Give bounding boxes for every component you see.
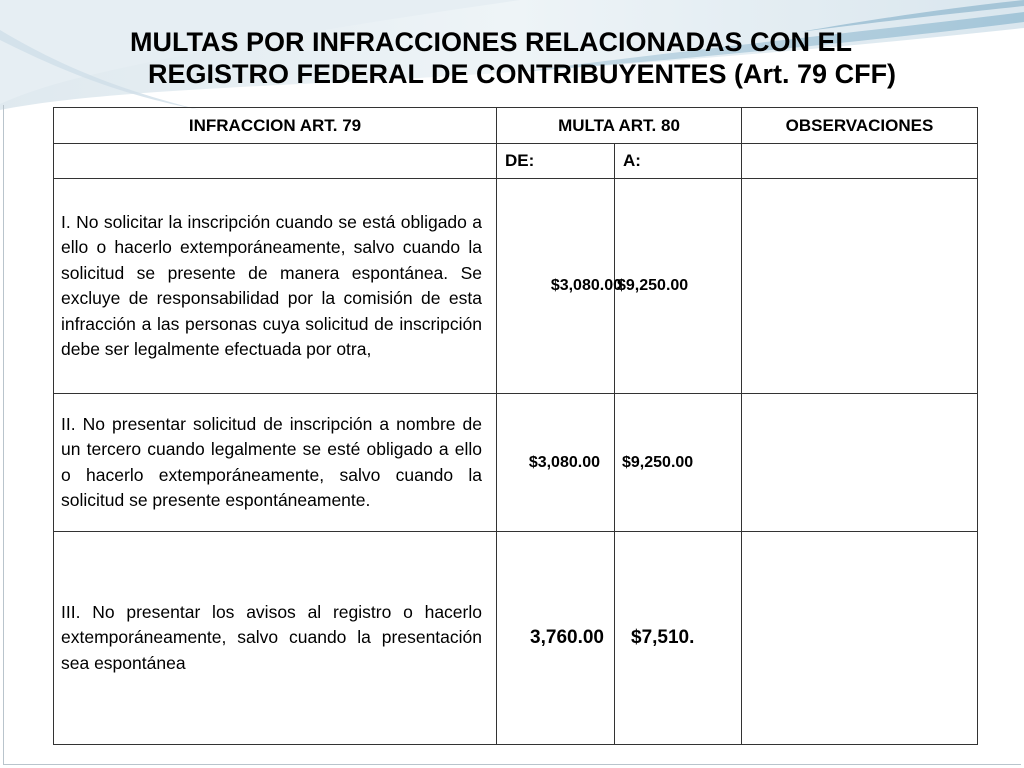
row-1-a-value: $9,250.00	[617, 277, 689, 294]
row-3-observaciones	[742, 532, 978, 745]
subheader-empty-cell	[54, 144, 497, 179]
row-2-de	[497, 394, 615, 532]
header-observaciones: OBSERVACIONES	[742, 108, 978, 144]
row-3-description: III. No presentar los avisos al registro o hacerlo extemporáneamente, salvo cuando la presentación sea espontánea	[54, 532, 497, 745]
table-header-row	[54, 108, 978, 144]
left-border-line	[3, 105, 4, 765]
row-2-de-value: $3,080.00	[528, 453, 600, 471]
fines-table	[53, 107, 978, 745]
subheader-de: DE:	[497, 144, 615, 179]
row-2-observaciones	[742, 394, 978, 532]
table-row	[54, 179, 978, 394]
title-line-1: MULTAS POR INFRACCIONES RELACIONADAS CON EL	[130, 27, 852, 57]
header-infraccion: INFRACCION ART. 79	[54, 108, 497, 144]
row-3-de	[497, 532, 615, 745]
row-2-a	[615, 394, 742, 532]
title-line-2: REGISTRO FEDERAL DE CONTRIBUYENTES (Art. 79 CFF)	[148, 59, 897, 89]
header-multa: MULTA ART. 80	[497, 108, 742, 144]
row-2-a-value: $9,250.00	[622, 453, 694, 471]
row-3-a	[615, 532, 742, 745]
table-row	[54, 394, 978, 532]
row-2-description: II. No presentar solicitud de inscripción a nombre de un tercero cuando legalmente se esté obligado a ello o hacerlo extemporáneamente, salvo cuando la solicitud se presente espontáneamente.	[54, 394, 497, 532]
table-subheader-row	[54, 144, 978, 179]
subheader-observaciones-empty	[742, 144, 978, 179]
row-1-description: I. No solicitar la inscripción cuando se está obligado a ello o hacerlo extemporáneamente, salvo cuando la solicitud se presente de manera espontánea. Se excluye de responsabilidad por la comisión de esta infracción a las personas cuya solicitud de inscripción debe ser legalmente efectuada por otra,	[54, 179, 497, 394]
bottom-border-line	[3, 764, 1021, 765]
row-1-de-value: $3,080.00	[550, 277, 622, 294]
row-1-a	[615, 179, 742, 394]
row-3-de-value: 3,760.00	[530, 627, 604, 648]
subheader-a: A:	[615, 144, 742, 179]
row-1-observaciones	[742, 179, 978, 394]
row-1-de	[497, 179, 622, 394]
row-3-a-value: $7,510.	[631, 627, 695, 648]
table-row	[54, 532, 978, 745]
